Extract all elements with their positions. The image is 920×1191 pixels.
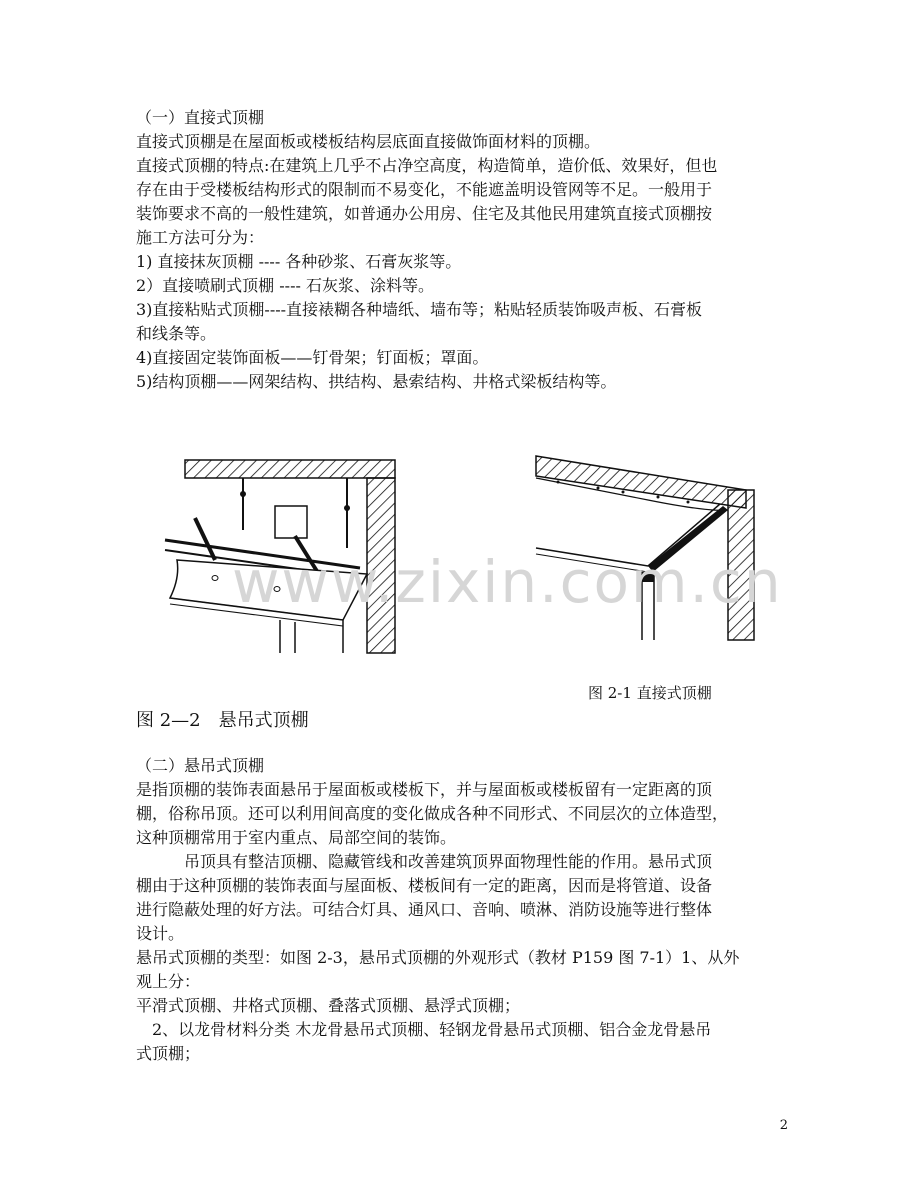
section1-line: 直接式顶棚是在屋面板或楼板结构层底面直接做饰面材料的顶棚。 <box>136 132 601 151</box>
section2-line: 式顶棚； <box>136 1044 201 1063</box>
section1-line: 3)直接粘贴式顶棚----直接裱糊各种墙纸、墙布等；粘贴轻质装饰吸声板、石膏板 <box>136 300 703 319</box>
section2-line: 棚，俗称吊顶。还可以利用间高度的变化做成各种不同形式、不同层次的立体造型， <box>136 804 729 823</box>
section1-line: 和线条等。 <box>136 324 217 343</box>
section2-line: 棚由于这种顶棚的装饰表面与屋面板、楼板间有一定的距离，因而是将管道、设备 <box>136 876 713 895</box>
section2-line: 2、以龙骨材料分类 木龙骨悬吊式顶棚、轻钢龙骨悬吊式顶棚、铝合金龙骨悬吊 <box>136 1020 712 1039</box>
section2-line: 进行隐蔽处理的好方法。可结合灯具、通风口、音响、喷淋、消防设施等进行整体 <box>136 900 713 919</box>
section1-line: 装饰要求不高的一般性建筑，如普通办公用房、住宅及其他民用建筑直接式顶棚按 <box>136 204 713 223</box>
figure-caption-suspended: 图 2—2 悬吊式顶棚 <box>136 710 309 731</box>
section1-line: 直接式顶棚的特点:在建筑上几乎不占净空高度，构造简单，造价低、效果好，但也 <box>136 156 718 175</box>
section2-line: 是指顶棚的装饰表面悬吊于屋面板或楼板下，并与屋面板或楼板留有一定距离的顶 <box>136 780 713 799</box>
section2-line: 吊顶具有整洁顶棚、隐藏管线和改善建筑顶界面物理性能的作用。悬吊式顶 <box>136 852 713 871</box>
watermark: www.zixin.com.cn <box>232 548 783 616</box>
section2-line: 悬吊式顶棚的类型：如图 2-3，悬吊式顶棚的外观形式（教材 P159 图 7-1）1、从外 <box>136 948 740 967</box>
section1-line: 存在由于受楼板结构形式的限制而不易变化，不能遮盖明设管网等不足。一般用于 <box>136 180 713 199</box>
section1-line: 4)直接固定装饰面板——钉骨架；钉面板；罩面。 <box>136 348 489 367</box>
section2-line: 设计。 <box>136 924 185 943</box>
section1-line: 施工方法可分为： <box>136 228 265 247</box>
section1-line: 1) 直接抹灰顶棚 ---- 各种砂浆、石膏灰浆等。 <box>136 252 462 271</box>
section2-line: 观上分： <box>136 972 201 991</box>
section2-line: 平滑式顶棚、井格式顶棚、叠落式顶棚、悬浮式顶棚； <box>136 996 521 1015</box>
section1-line: 2）直接喷刷式顶棚 ---- 石灰浆、涂料等。 <box>136 276 434 295</box>
figure-caption-direct: 图 2-1 直接式顶棚 <box>588 684 712 702</box>
section1-line: 5)结构顶棚——网架结构、拱结构、悬索结构、井格式梁板结构等。 <box>136 372 617 391</box>
section2-heading: （二）悬吊式顶棚 <box>136 756 265 775</box>
page-number: 2 <box>779 1118 788 1133</box>
section1-heading: （一）直接式顶棚 <box>136 108 265 127</box>
section2-line: 这种顶棚常用于室内重点、局部空间的装饰。 <box>136 828 457 847</box>
